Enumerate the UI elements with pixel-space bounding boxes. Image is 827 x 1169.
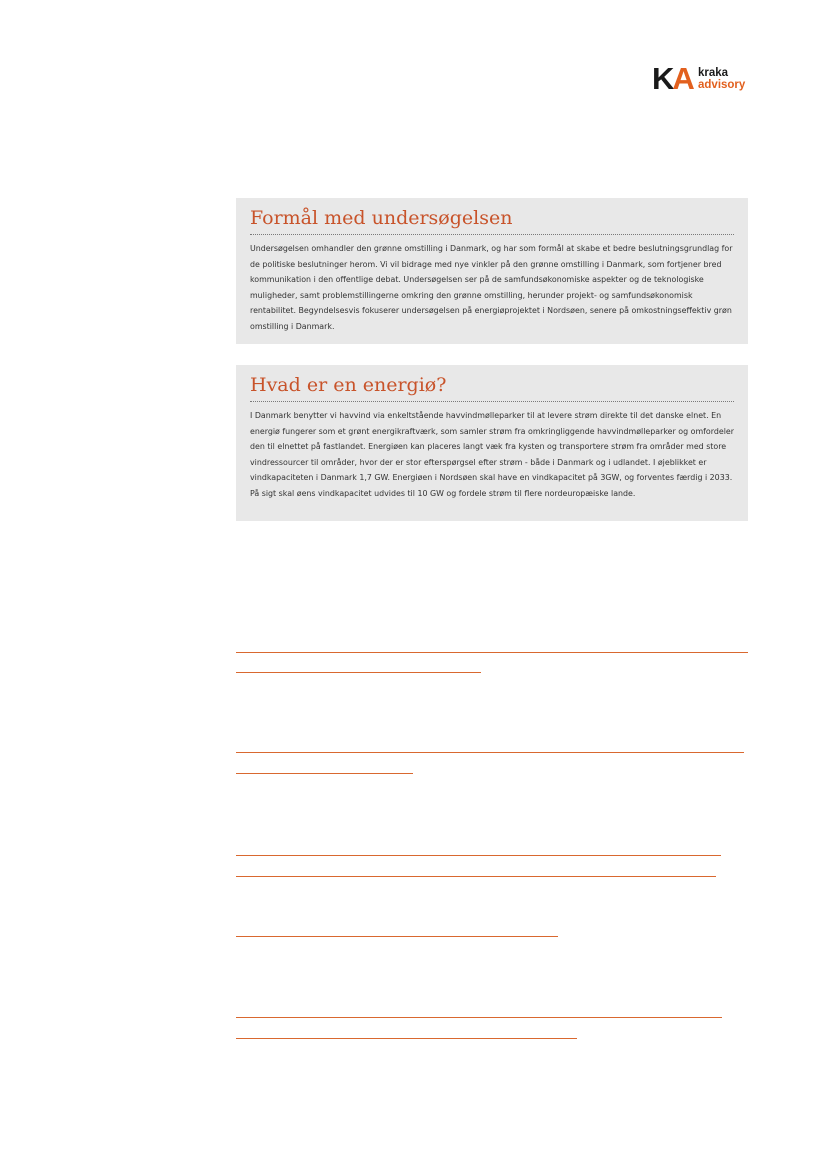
purpose-body: Undersøgelsen omhandler den grønne omstilling i Danmark, og har som formål at skabe et bedre beslutningsgrundlag for de politiske beslutninger herom. Vi vil bidrage med nye vinkler på den grønne omstilling i Danmark, som fortjener bred kommunikation i den offentlige debat. Undersøgelsen ser på de samfundsøkonomiske aspekter og de teknologiske muligheder, samt problemstillingerne omkring den grønne omstilling, herunder projekt- og samfundsøkonomisk rentabilitet. Begyndelsesvis fokuserer undersøgelsen på energiøprojektet i Nordsøen, senere på omkostningseffektiv grøn omstilling i Danmark. — [250, 244, 733, 331]
link-underline — [236, 1038, 577, 1039]
logo-wordmark — [698, 67, 745, 91]
link-underline — [236, 752, 744, 753]
logo-mark — [652, 61, 693, 96]
link-underline — [236, 672, 481, 673]
logo-word-advisory: advisory — [698, 79, 746, 91]
energy-island-box — [236, 365, 748, 521]
dotted-divider — [250, 401, 734, 402]
link-underline — [236, 855, 721, 856]
kraka-advisory-logo — [652, 61, 757, 96]
dotted-divider — [250, 234, 734, 235]
energy-island-body: I Danmark benytter vi havvind via enkeltstående havvindmølleparker til at levere strøm direkte til det danske elnet. En energiø fungerer som et grønt energikraftværk, som samler strøm fra omkringliggende havvindmølleparker og omfordeler den til elnettet på fastlandet. Energiøen kan placeres langt væk fra kysten og transportere strøm fra områder med store vindressourcer til områder, hvor der er stor efterspørgsel efter strøm - både i Danmark og i udlandet. I øjeblikket er vindkapaciteten i Danmark 1,7 GW. Energiøen i Nordsøen skal have en vindkapacitet på 3GW, og forventes færdig i 2033. På sigt skal øens vindkapacitet udvides til 10 GW og fordele strøm til flere nordeuropæiske lande. — [250, 411, 734, 498]
link-underline — [236, 1017, 722, 1018]
logo-word-kraka: kraka — [698, 67, 729, 79]
energy-island-heading: Hvad er en energiø? — [250, 374, 447, 396]
purpose-heading: Formål med undersøgelsen — [250, 207, 513, 229]
purpose-box — [236, 198, 748, 344]
link-underline — [236, 652, 748, 653]
link-underline — [236, 773, 413, 774]
logo-mark-k: K — [652, 61, 673, 96]
link-underline — [236, 876, 716, 877]
logo-mark-a: A — [672, 61, 693, 96]
link-underline — [236, 936, 558, 937]
